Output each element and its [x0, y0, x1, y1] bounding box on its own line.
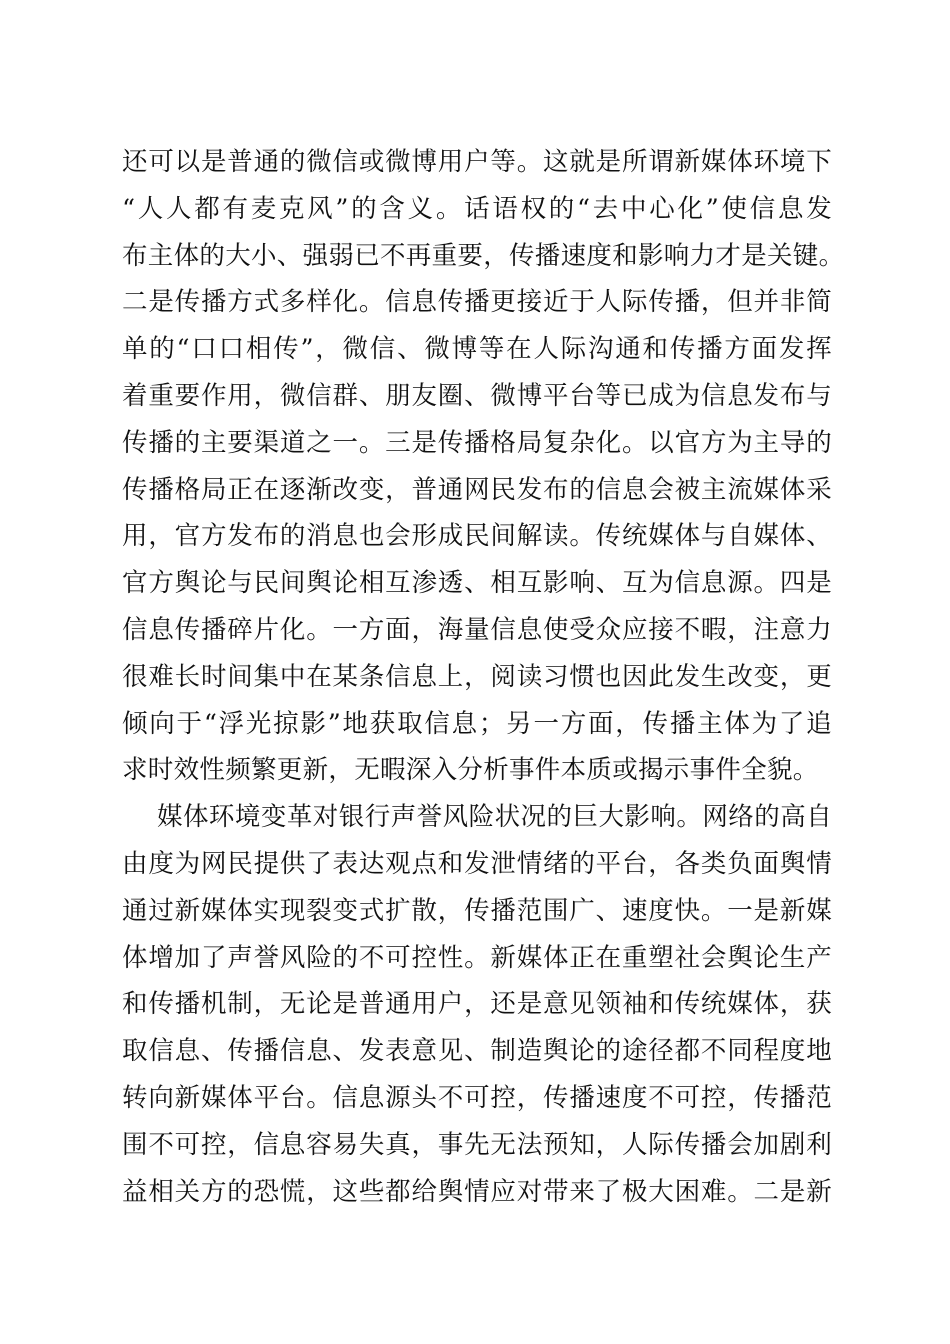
text-line: 求时效性频繁更新，无暇深入分析事件本质或揭示事件全貌。: [122, 755, 819, 786]
text-line: 益相关方的恐慌，这些都给舆情应对带来了极大困难。二是新: [122, 1176, 832, 1207]
paragraph-2: [122, 794, 832, 1215]
text-line: 还可以是普通的微信或微博用户等。这就是所谓新媒体环境下: [122, 147, 832, 177]
text-line: 传播的主要渠道之一。三是传播格局复杂化。以官方为主导的: [122, 427, 832, 458]
text-line: 二是传播方式多样化。信息传播更接近于人际传播，但并非简: [122, 287, 832, 318]
text-line: 着重要作用，微信群、朋友圈、微博平台等已成为信息发布与: [122, 380, 832, 411]
text-line: 倾向于“浮光掠影”地获取信息；另一方面，传播主体为了追: [122, 708, 832, 739]
text-line: 媒体环境变革对银行声誉风险状况的巨大影响。网络的高自: [157, 802, 832, 833]
text-line: 布主体的大小、强弱已不再重要，传播速度和影响力才是关键。: [122, 240, 845, 271]
text-line: 围不可控，信息容易失真，事先无法预知，人际传播会加剧利: [122, 1129, 832, 1160]
text-line: “人人都有麦克风”的含义。话语权的“去中心化”使信息发: [122, 193, 832, 224]
text-line: 信息传播碎片化。一方面，海量信息使受众应接不暇，注意力: [122, 614, 832, 645]
text-line: 官方舆论与民间舆论相互渗透、相互影响、互为信息源。四是: [122, 568, 832, 599]
document-body: [122, 139, 845, 1215]
text-line: 取信息、传播信息、发表意见、制造舆论的途径都不同程度地: [122, 1036, 832, 1067]
text-line: 用，官方发布的消息也会形成民间解读。传统媒体与自媒体、: [122, 521, 832, 552]
text-line: 转向新媒体平台。信息源头不可控，传播速度不可控，传播范: [122, 1082, 832, 1113]
text-line: 单的“口口相传”，微信、微博等在人际沟通和传播方面发挥: [122, 334, 832, 365]
text-line: 传播格局正在逐渐改变，普通网民发布的信息会被主流媒体采: [122, 474, 832, 505]
text-line: 和传播机制，无论是普通用户，还是意见领袖和传统媒体，获: [122, 989, 832, 1020]
text-line: 体增加了声誉风险的不可控性。新媒体正在重塑社会舆论生产: [122, 942, 832, 973]
text-line: 通过新媒体实现裂变式扩散，传播范围广、速度快。一是新媒: [122, 895, 832, 926]
paragraph-1: [122, 139, 845, 794]
text-line: 很难长时间集中在某条信息上，阅读习惯也因此发生改变，更: [122, 661, 832, 692]
text-line: 由度为网民提供了表达观点和发泄情绪的平台，各类负面舆情: [122, 848, 832, 879]
